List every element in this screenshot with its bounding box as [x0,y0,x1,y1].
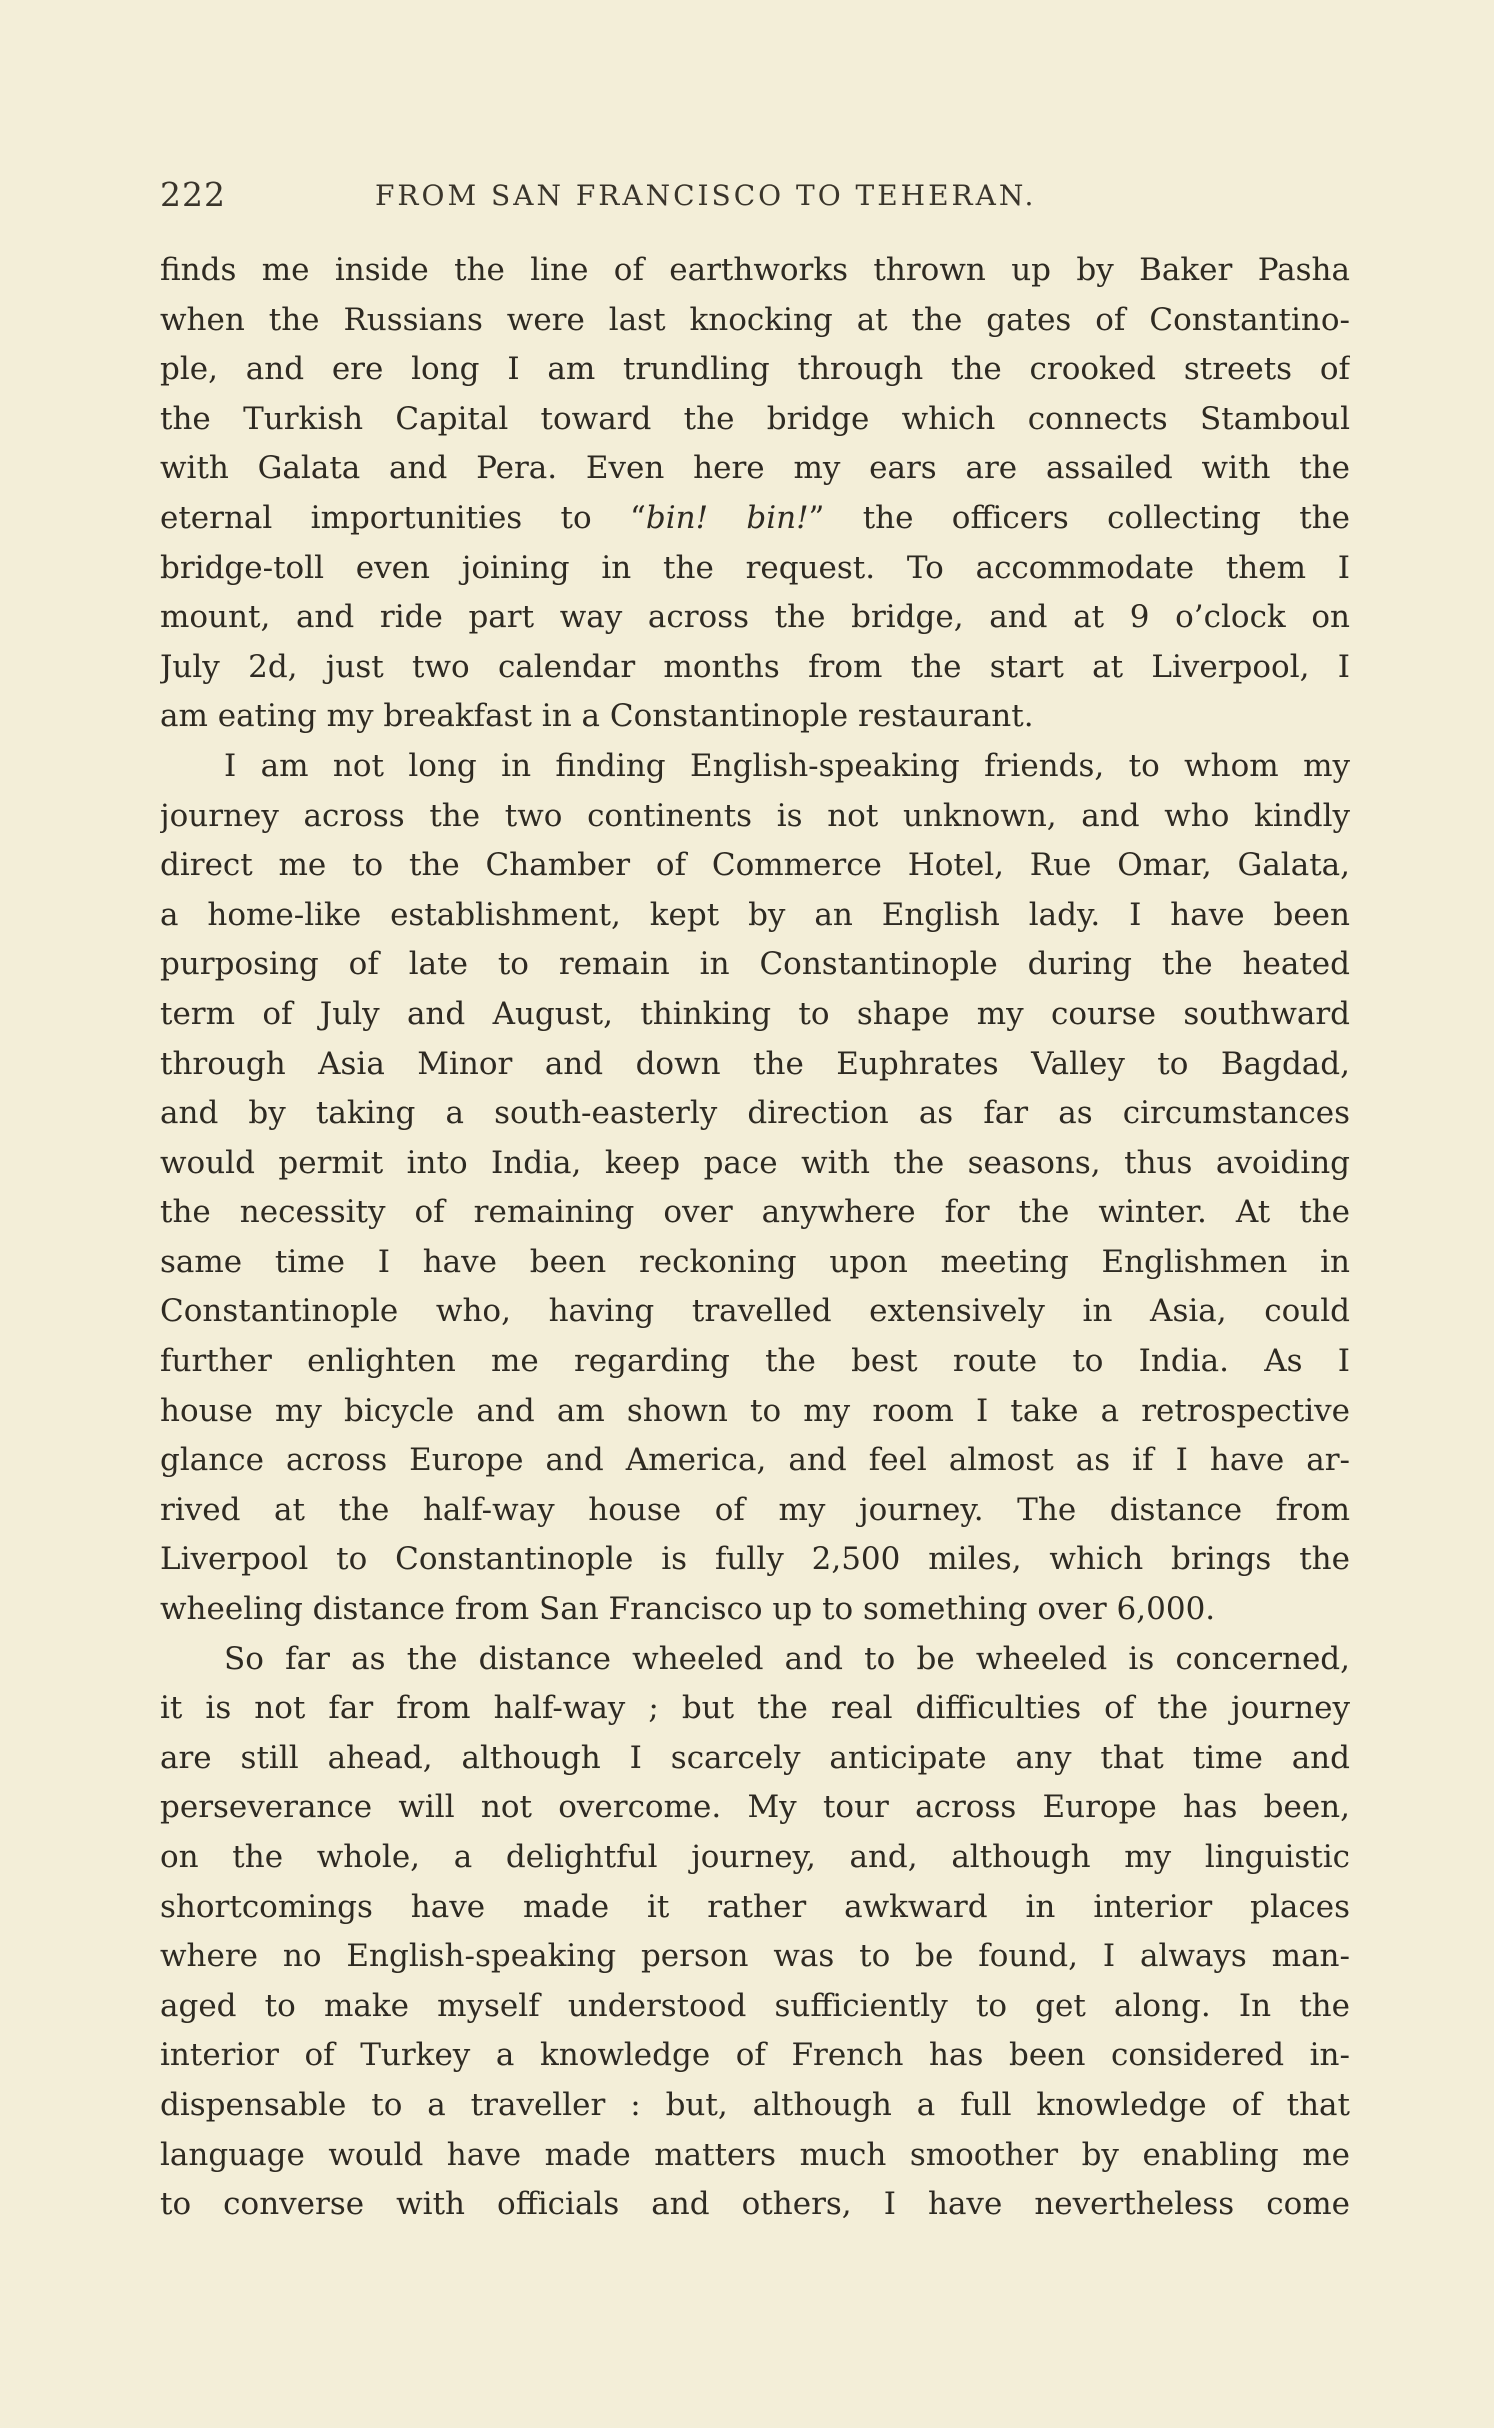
text-line: a home-like establishment, kept by an English lady. I have been [160,896,1350,933]
text-line: the necessity of remaining over anywhere for the winter. At the [160,1194,1350,1231]
text-line: where no English-speaking person was to be found, I always man- [160,1938,1350,1975]
text-line: when the Russians were last knocking at the gates of Constantino- [160,301,1350,338]
page-number: 222 [160,175,226,214]
text-line: term of July and August, thinking to shape my course southward [160,995,1350,1032]
italic-phrase: bin! bin! [645,499,809,536]
text-line: house my bicycle and am shown to my room I take a retrospective [160,1392,1350,1429]
running-head [160,175,1340,219]
running-title: FROM SAN FRANCISCO TO TEHERAN. [375,179,1037,212]
text-line: Liverpool to Constantinople is fully 2,500 miles, which brings the [160,1541,1350,1578]
text-line: Constantinople who, having travelled extensively in Asia, could [160,1293,1350,1330]
text-line: dispensable to a traveller : but, although a full knowledge of that [160,2086,1350,2123]
text-line: language would have made matters much smoother by enabling me [160,2136,1350,2173]
text-line: further enlighten me regarding the best route to India. As I [160,1343,1350,1380]
text-line: journey across the two continents is not unknown, and who kindly [160,797,1350,834]
text-line: finds me inside the line of earthworks thrown up by Baker Pasha [160,252,1350,288]
text-line: bridge-toll even joining in the request. To accommodate them I [160,549,1350,586]
text-line: the Turkish Capital toward the bridge which connects Stamboul [160,400,1350,437]
text-line: interior of Turkey a knowledge of French has been considered in- [160,2037,1350,2074]
text-fragment: ” the officers collecting the [808,499,1350,536]
text-line: July 2d, just two calendar months from the start at Liverpool, I [160,648,1350,685]
text-line: So far as the distance wheeled and to be wheeled is concerned, [224,1640,1350,1677]
text-line: with Galata and Pera. Even here my ears are assailed with the [160,450,1350,487]
text-line: same time I have been reckoning upon meeting Englishmen in [160,1243,1350,1280]
text-line: ple, and ere long I am trundling through the crooked streets of [160,351,1350,388]
text-fragment: eternal importunities to “ [160,499,646,536]
text-line: would permit into India, keep pace with the seasons, thus avoiding [160,1144,1350,1181]
text-line: it is not far from half-way ; but the real difficulties of the journey [160,1690,1350,1727]
text-line: are still ahead, although I scarcely anticipate any that time and [160,1739,1350,1776]
text-line: direct me to the Chamber of Commerce Hotel, Rue Omar, Galata, [160,847,1350,884]
body-text [160,246,1350,2246]
text-line: mount, and ride part way across the bridge, and at 9 o’clock on [160,599,1350,636]
text-line: wheeling distance from San Francisco up to something over 6,000. [160,1591,1216,1628]
text-line: shortcomings have made it rather awkward in interior places [160,1888,1350,1925]
text-line: aged to make myself understood sufficiently to get along. In the [160,1987,1350,2024]
text-line: am eating my breakfast in a Constantinople restaurant. [160,698,1034,735]
text-line [160,494,1350,544]
text-line: on the whole, a delightful journey, and, although my linguistic [160,1839,1350,1875]
text-line: glance across Europe and America, and feel almost as if I have ar- [160,1442,1350,1479]
text-line: perseverance will not overcome. My tour across Europe has been, [160,1789,1350,1826]
text-line: through Asia Minor and down the Euphrates Valley to Bagdad, [160,1045,1350,1082]
text-line: purposing of late to remain in Constantinople during the heated [160,946,1350,983]
text-line: rived at the half-way house of my journey. The distance from [160,1491,1350,1528]
text-line: I am not long in finding English-speaking friends, to whom my [224,747,1350,784]
text-line: and by taking a south-easterly direction as far as circumstances [160,1095,1350,1132]
text-line: to converse with officials and others, I have nevertheless come [160,2186,1350,2223]
